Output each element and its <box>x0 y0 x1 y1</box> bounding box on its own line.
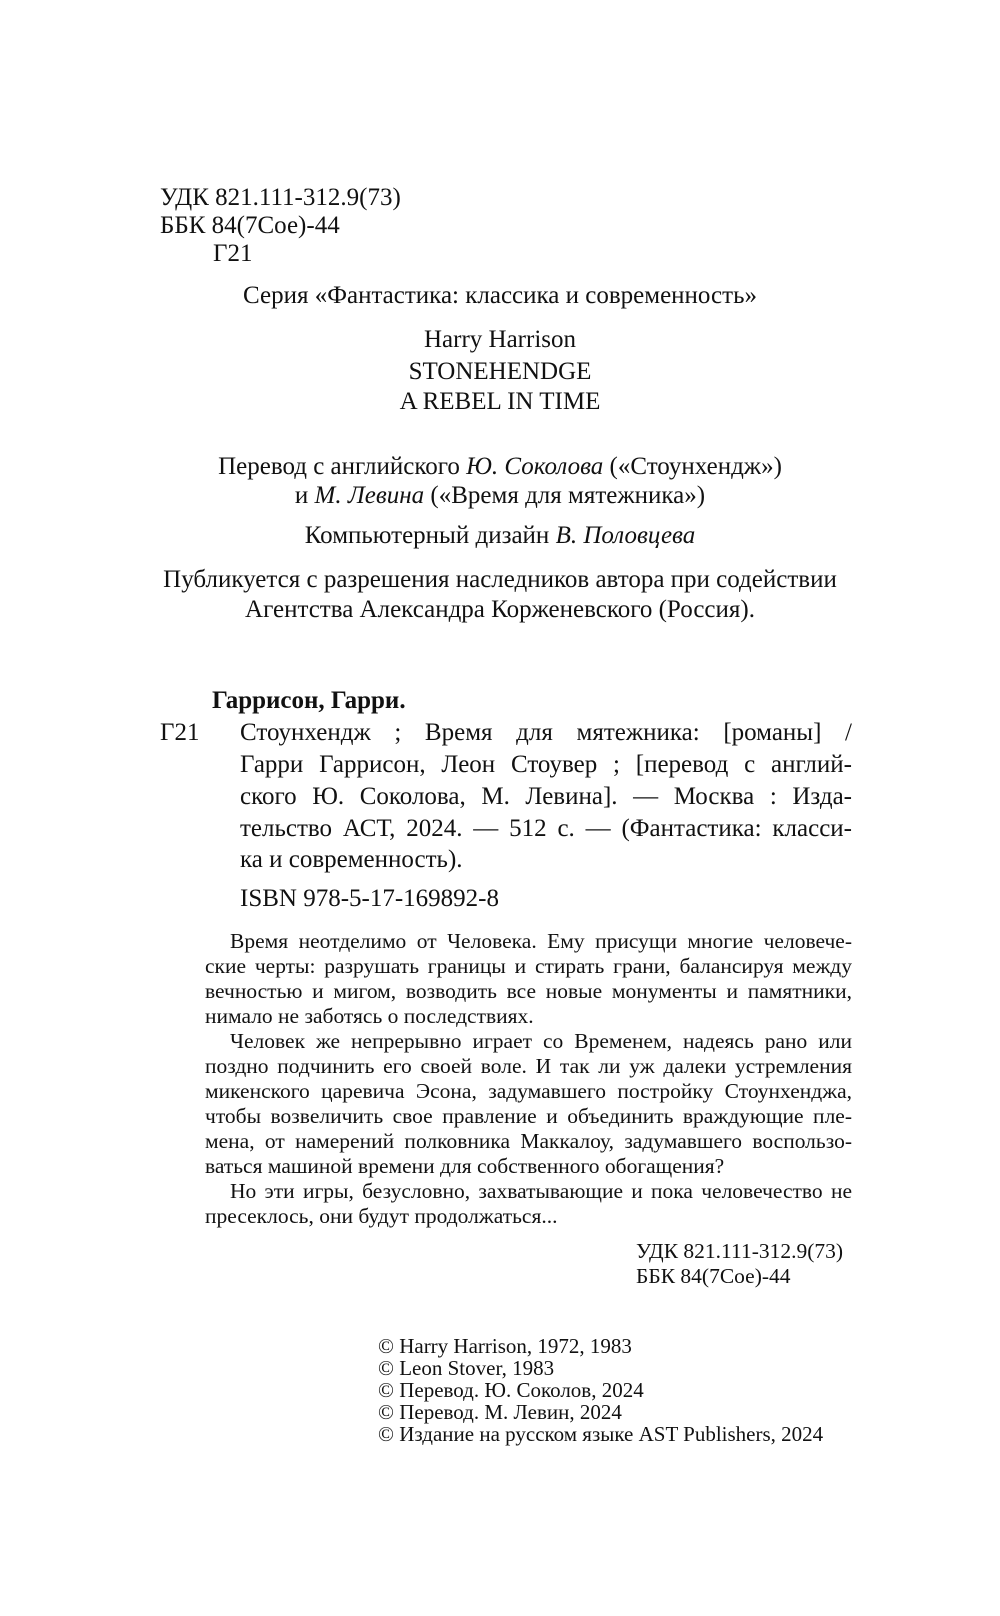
original-author: Harry Harrison <box>423 326 577 353</box>
translation-suffix-2: («Время для мятежника») <box>424 482 706 509</box>
translation-prefix-2: и <box>294 482 315 509</box>
original-title-2: A REBEL IN TIME <box>399 388 601 415</box>
catalog-line: ского Ю. Соколова, М. Левина]. — Москва : Изда- <box>240 783 852 810</box>
copyright-line: © Издание на русском языке AST Publishers, 2024 <box>378 1422 824 1446</box>
copyright-line: © Leon Stover, 1983 <box>378 1356 555 1380</box>
permission-line-2: Агентства Александра Корженевского (Россия). <box>245 596 755 623</box>
annotation-line: ские черты: разрушать границы и стирать грани, балансируя между <box>205 954 852 978</box>
catalog-line: тельство АСТ, 2024. — 512 с. — (Фантастика: класси- <box>240 815 852 842</box>
designer-name: В. Половцева <box>555 522 696 549</box>
annotation-line: чтобы возвеличить свое правление и объединить враждующие пле- <box>205 1104 852 1128</box>
permission-line-1: Публикуется с разрешения наследников автора при содействии <box>163 566 837 593</box>
copyright-line: © Harry Harrison, 1972, 1983 <box>378 1334 632 1358</box>
copyright-line: © Перевод. М. Левин, 2024 <box>378 1400 622 1424</box>
catalog-line: ка и современность). <box>240 846 463 873</box>
translation-line-2 <box>0 481 1000 511</box>
annotation-line: ваться машиной времени для собственного обогащения? <box>205 1154 725 1178</box>
udk-code: УДК 821.111-312.9(73) <box>160 184 401 211</box>
translator-2: М. Левина <box>314 482 425 509</box>
translation-line-1 <box>0 452 1000 482</box>
design-prefix: Компьютерный дизайн <box>304 522 556 549</box>
catalog-heading: Гаррисон, Гарри. <box>212 687 406 714</box>
annotation-line: поздно подчинить его своей воле. И так ли уж далеки устремления <box>205 1054 852 1078</box>
catalog-mark: Г21 <box>160 719 200 746</box>
annotation-line: Но эти игры, безусловно, захватывающие и пока человечество не <box>230 1179 852 1203</box>
annotation-line: Время неотделимо от Человека. Ему присущи многие человече- <box>230 929 852 953</box>
annotation-line: микенского царевича Эсона, задумавшего постройку Стоунхенджа, <box>205 1079 852 1103</box>
series-title: Серия «Фантастика: классика и современность» <box>243 282 757 309</box>
copyright-line: © Перевод. Ю. Соколов, 2024 <box>378 1378 644 1402</box>
original-title-1: STONEHENDGE <box>408 358 592 385</box>
annotation-line: Человек же непрерывно играет со Временем, надеясь рано или <box>230 1029 852 1053</box>
translator-1: Ю. Соколова <box>466 453 604 480</box>
author-mark: Г21 <box>213 240 253 267</box>
annotation-bbk: ББК 84(7Сое)-44 <box>636 1264 791 1288</box>
bbk-code: ББК 84(7Сое)-44 <box>160 212 340 239</box>
translation-prefix-1: Перевод с английского <box>218 453 467 480</box>
annotation-line: вечностью и мигом, возводить все новые монументы и памятники, <box>205 979 852 1003</box>
annotation-line: мена, от намерений полковника Маккалоу, задумавшего воспользо- <box>205 1129 852 1153</box>
catalog-line: Гарри Гаррисон, Леон Стоувер ; [перевод с англий- <box>240 751 852 778</box>
isbn: ISBN 978-5-17-169892-8 <box>240 885 500 912</box>
annotation-line: нимало не заботясь о последствиях. <box>205 1004 534 1028</box>
design-credit <box>0 521 1000 551</box>
annotation-udk: УДК 821.111-312.9(73) <box>636 1239 844 1263</box>
annotation-line: пресеклось, они будут продолжаться... <box>205 1204 558 1228</box>
catalog-line: Стоунхендж ; Время для мятежника: [романы] / <box>240 719 852 746</box>
translation-suffix-1: («Стоунхендж») <box>603 453 782 480</box>
